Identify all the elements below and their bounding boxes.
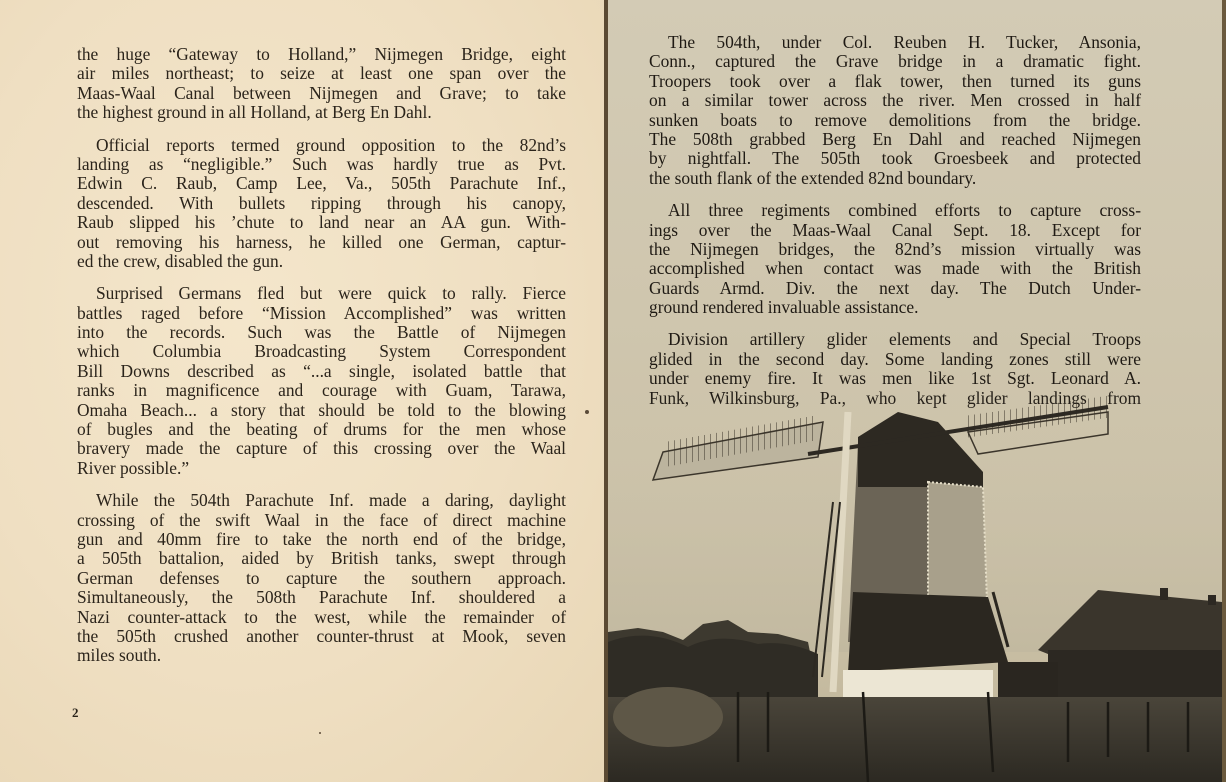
text-line: the 505th crushed another counter-thrust at Mook, seven [77, 625, 566, 646]
text-line: Surprised Germans fled but were quick to rally. Fierce [96, 283, 566, 304]
text-line: Raub slipped his ’chute to land near an AA gun. With- [77, 212, 566, 233]
paper-speck [585, 410, 589, 414]
text-line: The 504th, under Col. Reuben H. Tucker, Ansonia, [668, 32, 1141, 52]
text-line: miles south. [77, 645, 162, 666]
barn-chimney [1160, 588, 1168, 600]
paragraph [77, 284, 566, 478]
page-number: 2 [72, 705, 79, 720]
text-line: of bugles and the beating of drums for the men whose [77, 419, 566, 440]
barn-chimney [1208, 595, 1216, 605]
paragraph [649, 33, 1141, 188]
text-line: gun and 40mm fire to take the north end of the bridge, [77, 528, 566, 549]
text-line: Omaha Beach... a story that should be told to the blowing [77, 399, 566, 420]
text-line: ings over the Maas-Waal Canal Sept. 18. Except for [649, 219, 1141, 240]
right-text-column [649, 33, 1141, 421]
text-line: Nazi counter-attack to the west, while the remainder of [77, 606, 566, 627]
paragraph [649, 201, 1141, 317]
text-line: Conn., captured the Grave bridge in a dramatic fight. [649, 51, 1141, 72]
text-line: While the 504th Parachute Inf. made a daring, daylight [96, 490, 566, 511]
text-line: accomplished when contact was made with the British [649, 258, 1141, 279]
text-line: German defenses to capture the southern approach. [77, 567, 566, 588]
text-line: by nightfall. The 505th took Groesbeek and protected [649, 148, 1141, 169]
text-line: descended. With bullets ripping through his canopy, [77, 192, 566, 213]
text-line: Bill Downs described as “...a single, isolated battle that [77, 360, 566, 381]
paragraph [77, 136, 566, 272]
left-text-column [77, 45, 566, 679]
text-line: Division artillery glider elements and Special Troops [668, 329, 1141, 350]
text-line: the highest ground in all Holland, at Berg En Dahl. [77, 102, 432, 123]
text-line: which Columbia Broadcasting System Correspondent [77, 341, 566, 362]
text-line: ground rendered invaluable assistance. [649, 297, 919, 318]
text-line: battles raged before “Mission Accomplished” was written [77, 302, 566, 323]
text-line: Edwin C. Raub, Camp Lee, Va., 505th Parachute Inf., [77, 173, 566, 194]
text-line: crossing of the swift Waal in the face of direct machine [77, 509, 566, 530]
text-line: on a similar tower across the river. Men crossed in half [649, 90, 1141, 111]
paragraph [77, 491, 566, 666]
text-line: bravery made the capture of this crossing over the Waal [77, 438, 566, 459]
text-line: glided in the second day. Some landing zones still were [649, 348, 1141, 369]
windmill-stage [848, 592, 1008, 672]
paper-speck [319, 732, 321, 734]
text-line: Simultaneously, the 508th Parachute Inf. shouldered a [77, 587, 566, 608]
text-line: ranks in magnificence and courage with Guam, Tarawa, [77, 380, 566, 401]
text-line: Troopers took over a flak tower, then turned its guns [649, 70, 1141, 91]
text-line: the south flank of the extended 82nd boundary. [649, 167, 977, 188]
text-line: a 505th battalion, aided by British tanks, swept through [77, 548, 566, 569]
haystack [613, 687, 723, 747]
text-line: into the records. Such was the Battle of Nijmegen [77, 322, 566, 343]
text-line: River possible.” [77, 457, 190, 478]
text-line: landing as “negligible.” Such was hardly true as Pvt. [77, 153, 566, 174]
text-line: Guards Armd. Div. the next day. The Dutch Under- [649, 277, 1141, 298]
text-line: Maas-Waal Canal between Nijmegen and Grave; to take [77, 82, 566, 103]
text-line: ed the crew, disabled the gun. [77, 250, 284, 271]
text-line: air miles northeast; to seize at least one span over the [77, 63, 566, 84]
windmill-photo [608, 392, 1222, 782]
text-line: the huge “Gateway to Holland,” Nijmegen Bridge, eight [77, 44, 566, 64]
text-line: The 508th grabbed Berg En Dahl and reached Nijmegen [649, 128, 1141, 149]
text-line: All three regiments combined efforts to capture cross- [668, 200, 1141, 221]
page-edge [1222, 0, 1226, 782]
text-line: out removing his harness, he killed one German, captur- [77, 231, 566, 252]
text-line: sunken boats to remove demolitions from the bridge. [649, 109, 1141, 130]
text-line: under enemy fire. It was men like 1st Sgt. Leonard A. [649, 368, 1141, 389]
text-line: the Nijmegen bridges, the 82nd’s mission virtually was [649, 238, 1141, 259]
text-line: Official reports termed ground opposition to the 82nd’s [96, 134, 566, 155]
paragraph [77, 45, 566, 123]
